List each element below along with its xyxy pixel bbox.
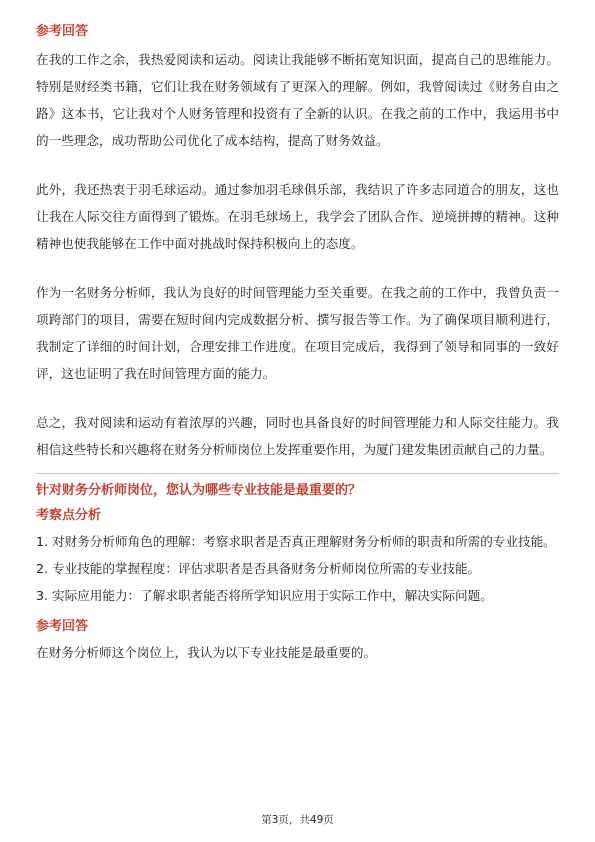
section-divider bbox=[36, 473, 559, 474]
reference-answer-label-2: 参考回答 bbox=[36, 619, 89, 634]
answer-paragraph-summary: 总之，我对阅读和运动有着浓厚的兴趣，同时也具备良好的时间管理能力和人际交往能力。我相信这些特长和兴趣将在财务分析师岗位上发挥重要作用，为厦门建发集团贡献自己的力量。 bbox=[36, 415, 559, 457]
analysis-item-1: 1. 对财务分析师角色的理解：考察求职者是否真正理解财务分析师的职责和所需的专业技能。 bbox=[36, 534, 556, 549]
answer-paragraph-badminton: 此外，我还热衷于羽毛球运动。通过参加羽毛球俱乐部，我结识了许多志同道合的朋友，这也让我在人际交往方面得到了锻炼。在羽毛球场上，我学会了团队合作、逆境拼搏的精神。这种精神也使我能够在工作中面对挑战时保持积极向上的态度。 bbox=[36, 182, 559, 251]
document-page bbox=[36, 22, 559, 666]
answer-paragraph-reading: 在我的工作之余，我热爱阅读和运动。阅读让我能够不断拓宽知识面，提高自己的思维能力。特别是财经类书籍，它们让我在财务领域有了更深入的理解。例如，我曾阅读过《财务自由之路》这本书，它让我对个人财务管理和投资有了全新的认识。在我之前的工作中，我运用书中的一些理念，成功帮助公司优化了成本结构，提高了财务效益。 bbox=[36, 52, 559, 148]
question-heading: 针对财务分析师岗位，您认为哪些专业技能是最重要的？ bbox=[36, 483, 362, 498]
analysis-item-3: 3. 实际应用能力：了解求职者能否将所学知识应用于实际工作中，解决实际问题。 bbox=[36, 588, 493, 603]
page-number: 第3页，共49页 bbox=[261, 814, 334, 826]
answer-paragraph-time-management: 作为一名财务分析师，我认为良好的时间管理能力至关重要。在我之前的工作中，我曾负责一项跨部门的项目，需要在短时间内完成数据分析、撰写报告等工作。为了确保项目顺利进行，我制定了详细的时间计划，合理安排工作进度。在项目完成后，我得到了领导和同事的一致好评，这也证明了我在时间管理方面的能力。 bbox=[36, 285, 559, 381]
analysis-label: 考察点分析 bbox=[36, 508, 102, 523]
answer-intro: 在财务分析师这个岗位上，我认为以下专业技能是最重要的。 bbox=[36, 645, 377, 660]
reference-answer-label: 参考回答 bbox=[36, 24, 89, 39]
analysis-item-2: 2. 专业技能的掌握程度：评估求职者是否具备财务分析师岗位所需的专业技能。 bbox=[36, 561, 481, 576]
